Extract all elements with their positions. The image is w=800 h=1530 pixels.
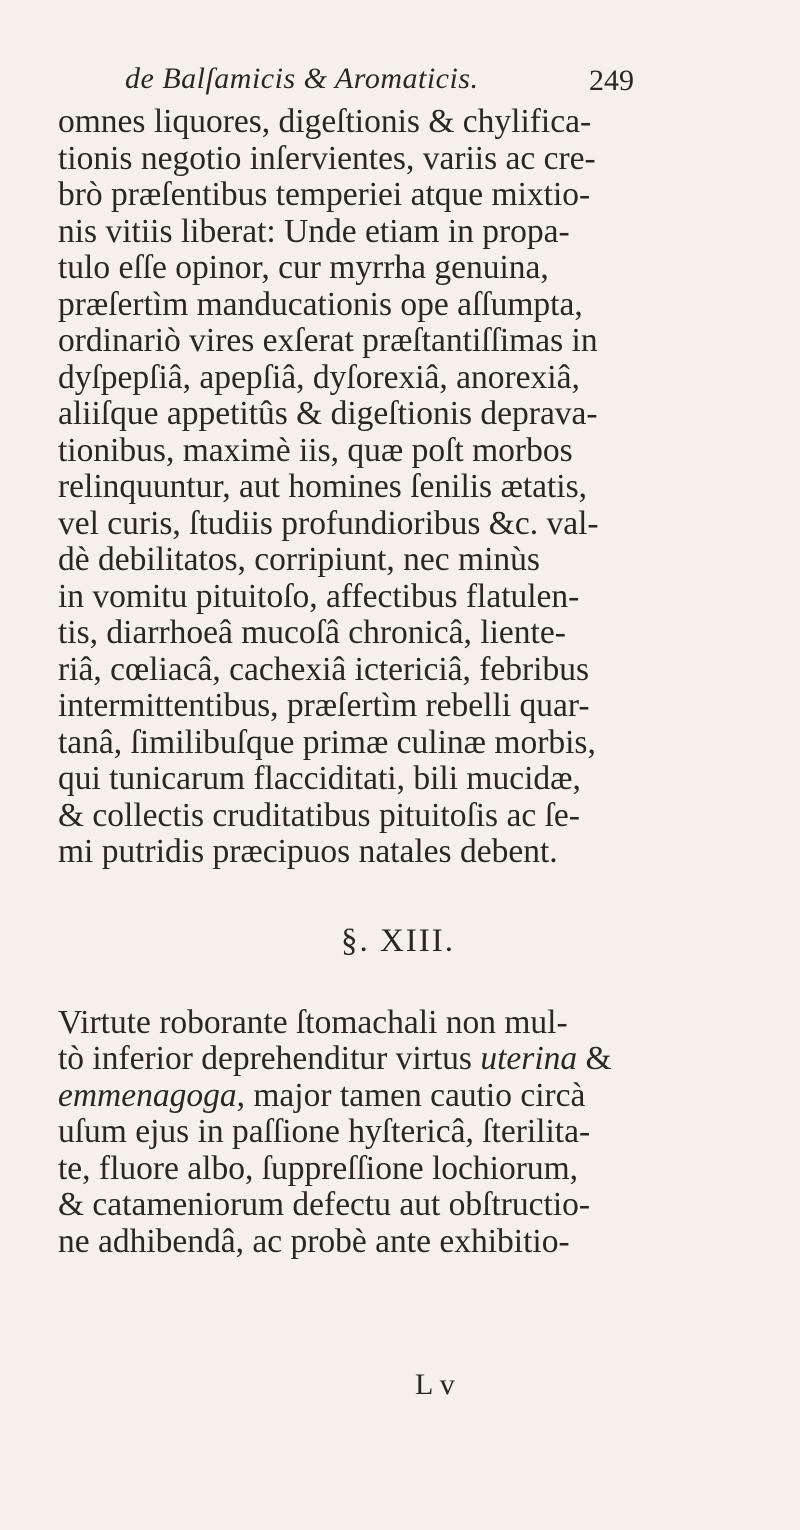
paragraph-2 [58,1005,778,1261]
italic-term: uterina [480,1040,578,1077]
text-line: tis, diarrhoeâ mucoſâ chronicâ, liente- [58,614,566,651]
body-text [58,104,778,1260]
text-line: tulo eſſe opinor, cur myrrha genuina, [58,249,549,286]
text-line: tionis negotio inſervientes, variis ac cre- [58,139,596,177]
text-line: & catameniorum defectu aut obſtructio- [58,1186,591,1223]
text-segment: , major tamen cautio circà [236,1076,586,1114]
text-line: vel curis, ſtudiis profundioribus &c. val- [58,504,599,542]
text-segment: tò inferior deprehenditur virtus [58,1040,481,1077]
text-line: qui tunicarum flacciditati, bili mucidæ, [58,760,581,797]
running-head: de Balſamicis & Aromaticis. [125,62,479,95]
text-line: tanâ, ſimilibuſque primæ culinæ morbis, [58,723,596,761]
text-line [58,1041,778,1078]
text-line: intermittentibus, præſertìm rebelli quar- [58,687,590,724]
page-header [0,62,800,98]
text-line: & collectis cruditatibus pituitoſis ac ſe- [58,796,580,834]
text-line: ordinariò vires exſerat præſtantiſſimas in [58,322,598,359]
text-line: aliiſque appetitûs & digeſtionis deprava- [58,395,598,432]
text-line: riâ, cœliacâ, cachexiâ ictericiâ, febribus [58,650,590,688]
text-line: præſertìm manducationis ope aſſumpta, [58,285,583,323]
text-line: mi putridis præcipuos natales debent. [58,833,558,870]
italic-term: emmenagoga [58,1076,237,1114]
text-segment: & [577,1040,612,1077]
section-heading: §. XIII. [340,922,456,959]
text-line: in vomitu pituitoſo, affectibus flatulen- [58,577,580,615]
paragraph-1 [58,104,778,871]
text-line: te, fluore albo, ſuppreſſione lochiorum, [58,1149,579,1187]
text-line: nis vitiis liberat: Unde etiam in propa- [58,212,570,250]
text-line: omnes liquores, digeſtionis & chylifica- [58,103,592,140]
page-number: 249 [589,64,634,97]
text-line: dyſpepſiâ, apepſiâ, dyſorexiâ, anorexiâ, [58,358,580,396]
text-line: relinquuntur, aut homines ſenilis ætatis, [58,468,588,505]
text-line: tionibus, maximè iis, quæ poſt morbos [58,431,573,469]
text-line: uſum ejus in paſſione hyſtericâ, ſterilita- [58,1113,591,1150]
text-line: ne adhibendâ, ac probè ante exhibitio- [58,1222,570,1260]
text-line: dè debilitatos, corripiunt, nec minùs [58,541,540,578]
text-line [58,1078,778,1115]
signature-mark: L v [415,1368,455,1401]
text-line: brò præſentibus temperiei atque mixtio- [58,176,591,213]
text-line: Virtute roborante ſtomachali non mul- [58,1003,568,1041]
